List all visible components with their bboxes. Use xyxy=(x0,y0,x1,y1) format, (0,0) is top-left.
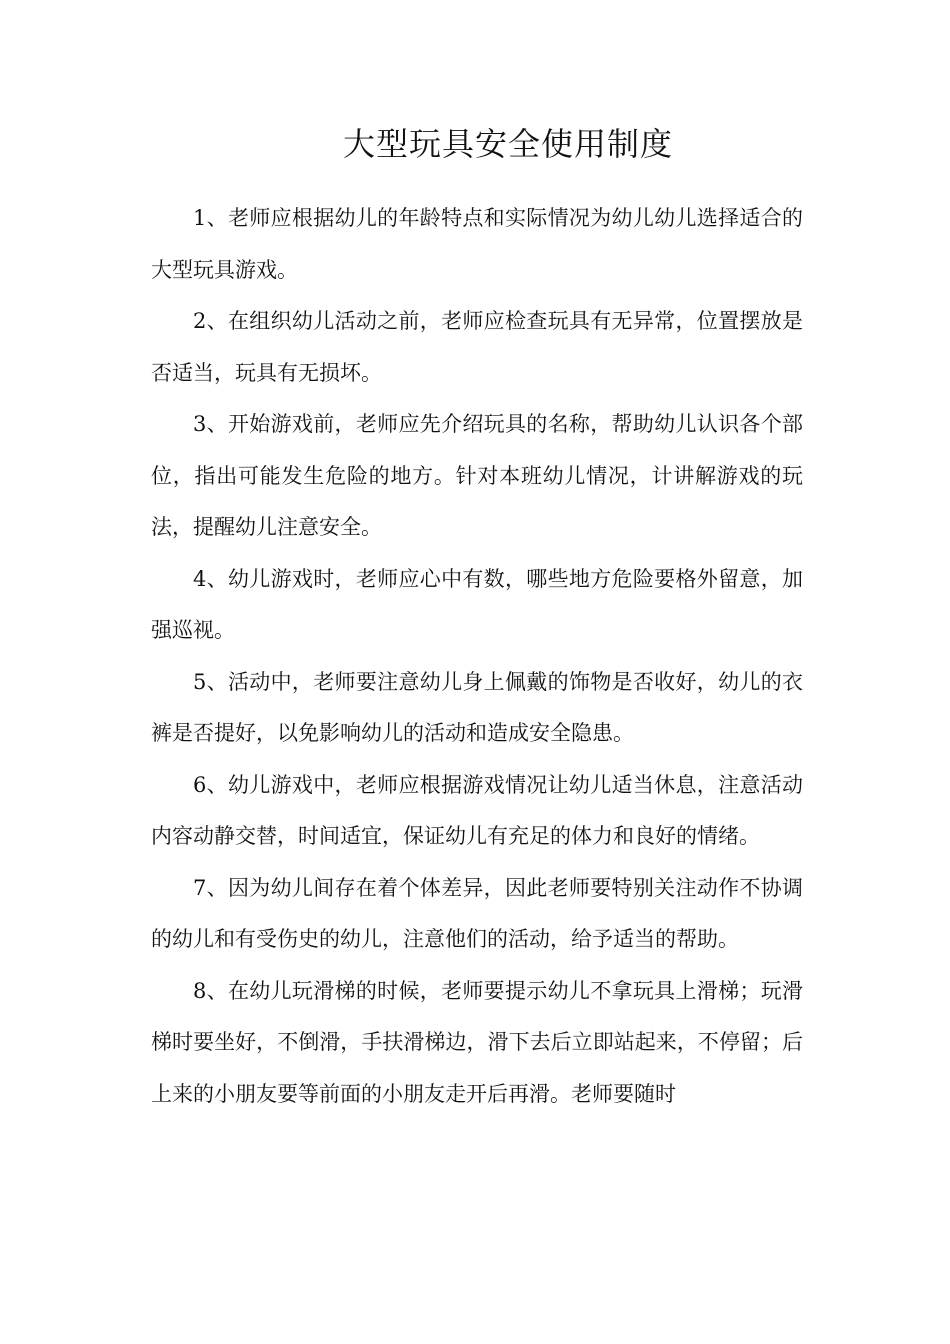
paragraph-8: 8、在幼儿玩滑梯的时候，老师要提示幼儿不拿玩具上滑梯；玩滑梯时要坐好，不倒滑，手扶滑梯边，滑下去后立即站起来，不停留；后上来的小朋友要等前面的小朋友走开后再滑。老师要随时 xyxy=(151,978,803,1106)
paragraph-4: 4、幼儿游戏时，老师应心中有数，哪些地方危险要格外留意，加强巡视。 xyxy=(151,566,803,642)
paragraph-7: 7、因为幼儿间存在着个体差异，因此老师要特别关注动作不协调的幼儿和有受伤史的幼儿，注意他们的活动，给予适当的帮助。 xyxy=(151,875,803,951)
paragraph-1: 1、老师应根据幼儿的年龄特点和实际情况为幼儿幼儿选择适合的大型玩具游戏。 xyxy=(151,206,803,282)
paragraph-5: 5、活动中，老师要注意幼儿身上佩戴的饰物是否收好，幼儿的衣裤是否提好，以免影响幼儿的活动和造成安全隐患。 xyxy=(151,669,803,745)
paragraph-6: 6、幼儿游戏中，老师应根据游戏情况让幼儿适当休息，注意活动内容动静交替，时间适宜，保证幼儿有充足的体力和良好的情绪。 xyxy=(151,772,803,848)
paragraph-2: 2、在组织幼儿活动之前，老师应检查玩具有无异常，位置摆放是否适当，玩具有无损坏。 xyxy=(151,309,803,385)
document-title: 大型玩具安全使用制度 xyxy=(342,125,673,163)
document-body xyxy=(151,193,803,1120)
paragraph-3: 3、开始游戏前，老师应先介绍玩具的名称，帮助幼儿认识各个部位，指出可能发生危险的地方。针对本班幼儿情况，计讲解游戏的玩法，提醒幼儿注意安全。 xyxy=(151,412,803,539)
